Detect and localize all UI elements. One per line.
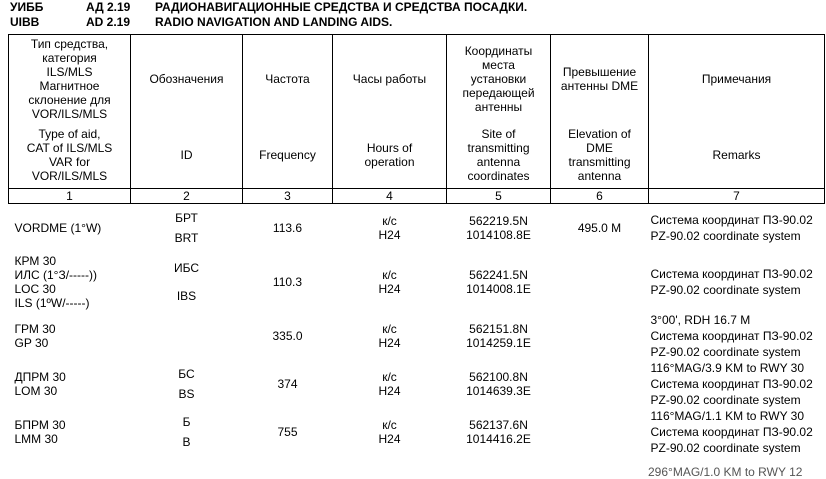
cell-line: ДПРМ 30 (14, 369, 66, 384)
cell-line: 562137.6N (469, 417, 528, 432)
cell-line: 3°00', RDH 16.7 M (650, 312, 751, 327)
header-row-en (9, 123, 825, 189)
cell-line: 1014259.1E (466, 335, 531, 350)
hours-cell (333, 312, 447, 360)
cell-line: Система координат ПЗ-90.02 (650, 266, 813, 281)
header-section: AD 2.19 (86, 15, 131, 29)
elevation-cell: 495.0 M (577, 220, 622, 235)
header-code: УИББ (10, 0, 44, 14)
cell-line: БС (178, 366, 195, 381)
aid-cell (9, 408, 131, 456)
col-header-en: ID (131, 123, 243, 189)
id-cell (131, 408, 243, 456)
cell-line: ILS (1ºW/-----) (14, 295, 90, 310)
table-row (9, 252, 825, 312)
cell-line: VORDME (1°W) (14, 220, 102, 235)
col-header-en: Remarks (649, 123, 825, 189)
cell-line: H24 (378, 431, 401, 446)
col-header-ru: Превышение антенны DME (551, 35, 649, 123)
col-header-en: Frequency (243, 123, 333, 189)
cell-line: КРМ 30 (14, 253, 57, 268)
id-cell (131, 312, 243, 360)
id-cell (131, 204, 243, 252)
cell-line: к/с (382, 321, 397, 336)
cell-line: 116°MAG/3.9 KM to RWY 30 (650, 360, 805, 375)
elevation-cell (551, 408, 649, 456)
cell-line: H24 (378, 335, 401, 350)
cell-line: 116°MAG/1.1 KM to RWY 30 (650, 408, 805, 423)
frequency-cell: 755 (277, 424, 298, 439)
col-header-en: Site of transmitting antenna coordinates (447, 123, 551, 189)
cell-line: BS (178, 386, 195, 401)
cell-line: PZ-90.02 coordinate system (650, 440, 801, 455)
remarks-cell (649, 252, 825, 312)
cell-line: к/с (382, 417, 397, 432)
cell-line: Система координат ПЗ-90.02 (650, 376, 813, 391)
column-number: 2 (131, 189, 243, 204)
col-header-ru: Обозначения (131, 35, 243, 123)
cell-line: 562219.5N (469, 213, 528, 228)
column-number: 1 (9, 189, 131, 204)
column-number: 6 (551, 189, 649, 204)
column-number: 3 (243, 189, 333, 204)
cell-line: Система координат ПЗ-90.02 (650, 424, 813, 439)
cell-line: 1014108.8E (466, 227, 531, 242)
frequency-cell: 335.0 (272, 328, 303, 343)
cell-line: PZ-90.02 coordinate system (650, 282, 801, 297)
col-header-en: Elevation of DME transmitting antenna (551, 123, 649, 189)
coords-cell (447, 408, 551, 456)
coords-cell (447, 252, 551, 312)
aid-cell (9, 204, 131, 252)
cell-line: ИБС (173, 260, 200, 275)
cell-line: 1014416.2E (466, 431, 531, 446)
cell-line: H24 (378, 383, 401, 398)
cell-line: LMM 30 (14, 431, 58, 446)
elevation-cell (551, 360, 649, 408)
frequency-cell: 110.3 (272, 274, 303, 289)
cell-line: IBS (176, 288, 197, 303)
header-title: RADIO NAVIGATION AND LANDING AIDS. (155, 15, 393, 29)
col-header-ru: Примечания (649, 35, 825, 123)
remarks-cell (649, 312, 825, 360)
cell-line: BRT (174, 230, 199, 245)
navaids-table (8, 34, 825, 456)
table-row (9, 204, 825, 252)
cutoff-remark: 296°MAG/1.0 KM to RWY 12 (648, 465, 803, 479)
col-header-ru: Часы работы (333, 35, 447, 123)
cell-line: H24 (378, 227, 401, 242)
table-row (9, 360, 825, 408)
header-title: РАДИОНАВИГАЦИОННЫЕ СРЕДСТВА И СРЕДСТВА ПОСАДКИ. (155, 0, 528, 14)
id-cell (131, 360, 243, 408)
col-header-ru: Тип средства, категория ILS/MLS Магнитное склонение для VOR/ILS/MLS (9, 35, 131, 123)
coords-cell (447, 312, 551, 360)
col-header-en: Type of aid, CAT of ILS/MLS VAR for VOR/ILS/MLS (9, 123, 131, 189)
cell-line: 1014008.1E (466, 281, 531, 296)
header-row-ru (9, 35, 825, 123)
cell-line: H24 (378, 281, 401, 296)
cell-line: PZ-90.02 coordinate system (650, 228, 801, 243)
coords-cell (447, 360, 551, 408)
table-row (9, 312, 825, 360)
cell-line: ГРМ 30 (14, 321, 56, 336)
cell-line: 562100.8N (469, 369, 528, 384)
id-cell (131, 252, 243, 312)
cell-line: к/с (382, 267, 397, 282)
cell-line: Система координат ПЗ-90.02 (650, 328, 813, 343)
header-section: АД 2.19 (86, 0, 131, 14)
frequency-cell: 374 (277, 376, 298, 391)
col-header-en: Hours of operation (333, 123, 447, 189)
cell-line: Система координат ПЗ-90.02 (650, 212, 813, 227)
elevation-cell (551, 312, 649, 360)
hours-cell (333, 408, 447, 456)
column-number: 4 (333, 189, 447, 204)
cell-line: PZ-90.02 coordinate system (650, 392, 801, 407)
cell-line: БПРМ 30 (14, 417, 66, 432)
aid-cell (9, 312, 131, 360)
cell-line: PZ-90.02 coordinate system (650, 344, 801, 359)
cell-line: 562151.8N (469, 321, 528, 336)
cell-line: 1014639.3E (466, 383, 531, 398)
cell-line: к/с (382, 213, 397, 228)
cell-line: ИЛС (1°З/-----)) (14, 267, 98, 282)
cell-line: LOC 30 (14, 281, 56, 296)
column-number: 7 (649, 189, 825, 204)
col-header-ru: Координаты места установки передающей антенны (447, 35, 551, 123)
coords-cell (447, 204, 551, 252)
remarks-cell (649, 408, 825, 456)
header-code: UIBB (10, 15, 40, 29)
aid-cell (9, 252, 131, 312)
cell-line: GP 30 (14, 335, 49, 350)
table-row (9, 408, 825, 456)
cell-line: Б (182, 414, 191, 429)
frequency-cell: 113.6 (272, 220, 303, 235)
cell-line: к/с (382, 369, 397, 384)
col-header-ru: Частота (243, 35, 333, 123)
hours-cell (333, 252, 447, 312)
cell-line: B (182, 434, 191, 449)
cell-line: 562241.5N (469, 267, 528, 282)
remarks-cell (649, 360, 825, 408)
column-number-row (9, 189, 825, 204)
cell-line: БРТ (175, 210, 198, 225)
remarks-cell (649, 204, 825, 252)
elevation-cell (551, 252, 649, 312)
hours-cell (333, 360, 447, 408)
cell-line: LOM 30 (14, 383, 58, 398)
column-number: 5 (447, 189, 551, 204)
aid-cell (9, 360, 131, 408)
hours-cell (333, 204, 447, 252)
